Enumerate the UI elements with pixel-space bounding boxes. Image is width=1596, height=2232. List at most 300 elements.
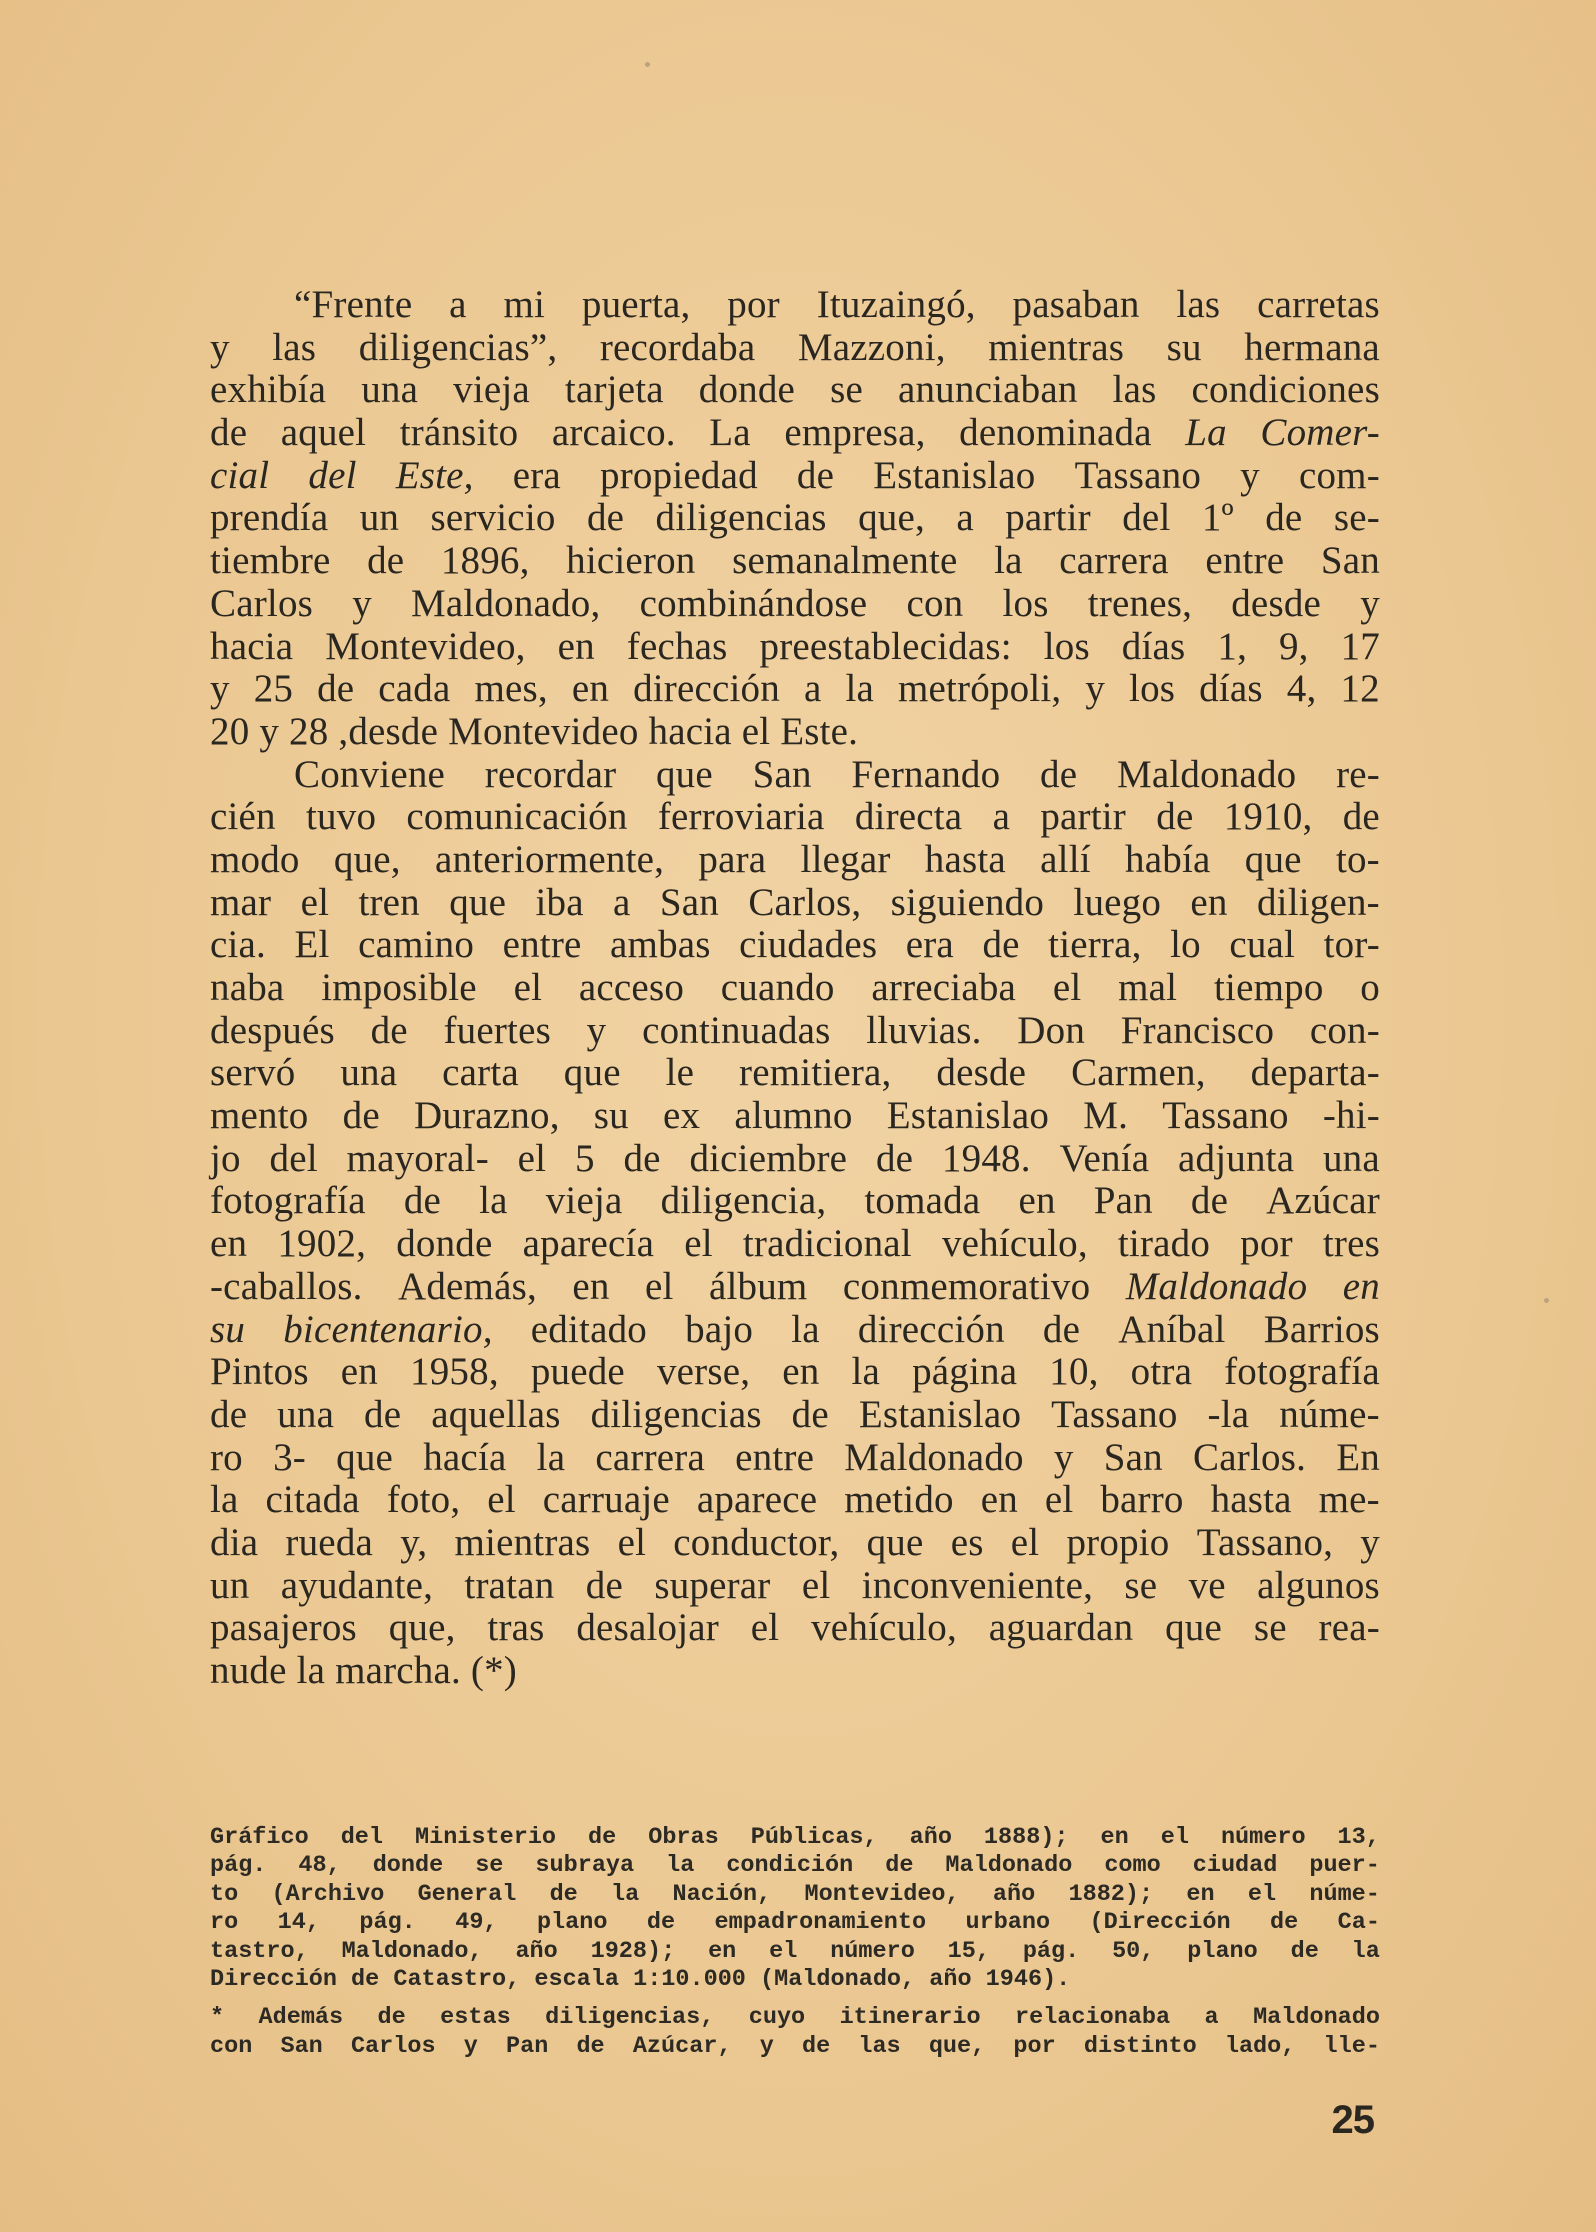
- word: de: [982, 923, 1020, 967]
- footnotes-block: [210, 1824, 1380, 2061]
- word: 1902,: [277, 1222, 367, 1266]
- footnote-separator: [210, 1994, 1380, 2004]
- word: verse,: [656, 1350, 751, 1394]
- page-number: 25: [1331, 2098, 1374, 2142]
- word: Montevideo,: [804, 1880, 960, 1908]
- word: estas: [440, 2004, 511, 2032]
- text-line: [210, 668, 1380, 711]
- word: Públicas,: [750, 1824, 878, 1851]
- word: 1958,: [410, 1350, 499, 1394]
- word: la: [296, 1649, 336, 1692]
- word: luego: [1073, 880, 1162, 924]
- word: -hi-: [1322, 1094, 1380, 1138]
- paper-speck: [1544, 1298, 1549, 1303]
- word: mi: [503, 283, 546, 326]
- word: metido: [844, 1478, 954, 1522]
- word: to-: [1335, 837, 1380, 881]
- word: de: [1190, 1179, 1229, 1223]
- word: carrera: [1059, 539, 1169, 583]
- footnote-line: [210, 2033, 1380, 2061]
- word: vieja: [545, 1179, 623, 1223]
- word: condiciones: [1191, 368, 1380, 412]
- word: ferroviaria: [657, 795, 825, 839]
- text-line: [210, 1607, 1380, 1650]
- word: partir: [1005, 496, 1091, 540]
- word: 1888);: [983, 1824, 1069, 1851]
- word: Azúcar: [1266, 1179, 1380, 1223]
- word: Maldonado: [1125, 1264, 1308, 1308]
- word: Barrios: [1263, 1307, 1380, 1351]
- word: dia: [210, 1520, 259, 1564]
- word: de: [1342, 795, 1380, 839]
- word: diligencias”,: [358, 325, 558, 369]
- word: donde: [372, 1852, 444, 1880]
- word: ro: [210, 1435, 243, 1479]
- word: M.: [1083, 1094, 1129, 1138]
- word: ex: [663, 1094, 701, 1138]
- word: donde: [396, 1222, 493, 1266]
- word: carta: [442, 1051, 519, 1095]
- word: es: [950, 1520, 984, 1564]
- word: 1:10.000: [633, 1965, 761, 1993]
- word: de: [1265, 496, 1303, 540]
- text-line: [210, 583, 1380, 626]
- word: Además: [258, 2004, 344, 2032]
- word: cual: [1229, 923, 1296, 967]
- word: 10,: [1049, 1350, 1099, 1394]
- word: que,: [858, 496, 925, 540]
- word: año: [909, 1824, 952, 1851]
- word: pág.: [1022, 1937, 1080, 1965]
- word: el: [300, 880, 330, 924]
- word: algunos: [1257, 1563, 1380, 1607]
- word: Ca-: [1337, 1909, 1380, 1937]
- word: las: [272, 325, 317, 369]
- word: que: [1244, 837, 1302, 881]
- word: 12: [1340, 667, 1380, 711]
- word: San: [1103, 1435, 1163, 1479]
- word: Tassano: [1051, 1392, 1178, 1436]
- text-line: [210, 1010, 1380, 1053]
- word: semanalmente: [732, 539, 958, 583]
- word: ciudades: [739, 923, 878, 967]
- word: el: [684, 1222, 713, 1266]
- word: de: [801, 2032, 831, 2060]
- word: Este,: [395, 453, 474, 497]
- text-line: [210, 967, 1380, 1010]
- word: Montevideo: [448, 709, 649, 753]
- text-line: [210, 1052, 1380, 1095]
- footnote-line: [210, 1938, 1380, 1966]
- word: 1882);: [1068, 1880, 1154, 1908]
- word: aquel: [280, 411, 367, 455]
- word: acceso: [578, 966, 685, 1009]
- word: en: [980, 1478, 1018, 1522]
- word: la: [845, 667, 874, 711]
- word: la: [994, 539, 1023, 583]
- text-line: [210, 754, 1380, 797]
- word: Durazno,: [414, 1094, 560, 1138]
- word: carretas: [1257, 283, 1380, 326]
- word: Este.: [780, 709, 859, 753]
- word: imposible: [321, 966, 477, 1009]
- word: y: [1085, 667, 1106, 711]
- word: de: [623, 1136, 661, 1180]
- word: hacía: [423, 1435, 507, 1479]
- word: Tassano: [1074, 453, 1202, 497]
- word: pasajeros: [210, 1606, 357, 1650]
- word: de: [796, 453, 835, 497]
- word: Maldonado: [1116, 752, 1297, 796]
- word: desalojar: [576, 1606, 719, 1650]
- word: con-: [1309, 1008, 1380, 1052]
- word: su: [1166, 325, 1202, 369]
- word: en: [1018, 1179, 1056, 1223]
- word: en: [1190, 880, 1228, 924]
- word: por: [727, 283, 780, 326]
- word: número: [1220, 1824, 1306, 1851]
- text-line: [210, 796, 1380, 839]
- word: diciembre: [689, 1136, 848, 1180]
- text-line: [210, 711, 1380, 754]
- word: 3-: [273, 1435, 306, 1479]
- text-line: [210, 1095, 1380, 1138]
- word: vehículo,: [941, 1222, 1088, 1266]
- word: entre: [735, 1435, 815, 1479]
- text-line: [210, 1522, 1380, 1565]
- word: tras: [487, 1606, 545, 1650]
- word: un: [359, 496, 400, 540]
- word: de: [351, 1965, 394, 1993]
- word: 1910,: [1223, 795, 1313, 839]
- word: a: [992, 795, 1011, 839]
- word: entre: [502, 923, 582, 967]
- word: en: [708, 1937, 737, 1965]
- word: pág.: [359, 1909, 416, 1937]
- word: nude: [210, 1649, 297, 1692]
- word: fotografía: [1224, 1350, 1380, 1394]
- word: jo: [210, 1136, 241, 1180]
- word: aquellas: [431, 1392, 561, 1436]
- word: días: [1121, 624, 1186, 668]
- word: -caballos.: [210, 1264, 363, 1308]
- word: vieja: [453, 368, 530, 412]
- word: en: [1342, 1264, 1380, 1308]
- word: de: [588, 1824, 617, 1851]
- word: a: [803, 667, 822, 711]
- word: lluvias.: [866, 1008, 982, 1052]
- word: lle-: [1323, 2032, 1380, 2060]
- word: un: [210, 1563, 250, 1607]
- text-line: [210, 327, 1380, 370]
- word: naba: [210, 966, 285, 1009]
- text-line: [210, 1180, 1380, 1223]
- word: distinto: [1083, 2032, 1197, 2060]
- word: era: [512, 453, 561, 497]
- word: plano: [536, 1909, 608, 1937]
- word: en: [210, 1222, 248, 1266]
- word: álbum: [708, 1264, 808, 1308]
- text-line: [210, 1351, 1380, 1394]
- word: cial: [210, 453, 270, 497]
- word: desde: [936, 1051, 1027, 1095]
- word: to: [210, 1880, 239, 1908]
- word: que,: [333, 837, 401, 881]
- word: Ministerio: [415, 1824, 557, 1851]
- word: puede: [530, 1350, 625, 1394]
- word: la: [536, 1435, 566, 1479]
- word: diligencias: [655, 496, 827, 540]
- word: del: [269, 1136, 318, 1180]
- word: 15,: [947, 1937, 990, 1965]
- word: los: [1043, 624, 1090, 668]
- word: tiembre: [210, 539, 331, 583]
- word: Maldonado: [844, 1435, 1024, 1479]
- word: el: [487, 1478, 516, 1522]
- text-line: [210, 540, 1380, 583]
- word: carrera: [595, 1435, 705, 1479]
- footnote-line: [210, 1966, 1380, 1994]
- text-line: [210, 1437, 1380, 1480]
- text-line: [210, 1138, 1380, 1181]
- word: puer-: [1309, 1852, 1380, 1880]
- word: Carmen,: [1071, 1051, 1206, 1095]
- word: San: [659, 880, 719, 924]
- word: hasta: [924, 837, 1006, 881]
- word: tuvo: [306, 795, 377, 839]
- word: Maldonado: [945, 1852, 1073, 1880]
- word: en: [1100, 1824, 1129, 1851]
- word: siguiendo: [890, 880, 1045, 924]
- word: barro: [1100, 1478, 1184, 1522]
- word: y: [586, 1008, 607, 1052]
- word: 28: [289, 709, 339, 753]
- word: el: [801, 1563, 831, 1607]
- word: mento: [210, 1094, 309, 1138]
- word: y: [352, 581, 372, 625]
- word: de: [210, 411, 248, 455]
- word: inconveniente,: [861, 1563, 1094, 1607]
- word: Tassano: [1162, 1094, 1289, 1138]
- word: cia.: [210, 923, 267, 967]
- word: 1º: [1201, 496, 1234, 540]
- footnote-line: [210, 1881, 1380, 1909]
- word: 1928);: [590, 1937, 676, 1965]
- word: de: [342, 1094, 380, 1138]
- text-line: [210, 924, 1380, 967]
- word: cuando: [720, 966, 835, 1009]
- word: en: [340, 1350, 378, 1394]
- word: me-: [1318, 1478, 1380, 1522]
- word: por: [1240, 1222, 1293, 1266]
- word: su: [210, 1307, 246, 1351]
- word: metrópoli,: [897, 667, 1062, 711]
- word: San: [752, 752, 812, 796]
- word: Obras: [648, 1824, 719, 1851]
- text-line: [210, 882, 1380, 925]
- word: el: [517, 1136, 547, 1180]
- text-line: [210, 284, 1380, 327]
- word: Además,: [397, 1264, 537, 1308]
- word: y: [759, 2032, 774, 2060]
- word: Carlos: [350, 2032, 436, 2060]
- word: Estanislao: [873, 453, 1036, 497]
- word: que,: [928, 2032, 986, 2060]
- text-line: [210, 1394, 1380, 1437]
- word: de: [317, 667, 355, 711]
- word: de: [403, 1179, 442, 1223]
- word: días: [1199, 667, 1263, 711]
- word: que: [866, 1520, 924, 1564]
- word: Pan: [1093, 1179, 1153, 1223]
- word: tomada: [864, 1179, 981, 1223]
- word: 17: [1340, 624, 1380, 668]
- word: tren: [358, 880, 420, 924]
- word: los: [1129, 667, 1176, 711]
- word: pasaban: [1012, 283, 1140, 326]
- word: que: [655, 752, 713, 796]
- word: cuyo: [748, 2004, 806, 2032]
- word: se: [830, 368, 863, 412]
- word: en: [571, 667, 610, 711]
- word: de: [1040, 752, 1078, 796]
- footnote-line: [210, 1824, 1380, 1852]
- word: tor-: [1323, 923, 1380, 967]
- word: tránsito: [399, 411, 519, 455]
- word: con: [906, 581, 964, 625]
- footnote-line: [210, 1852, 1380, 1880]
- word: después: [210, 1008, 335, 1052]
- word: 49,: [455, 1909, 498, 1937]
- word: y: [1360, 581, 1380, 625]
- word: Dirección: [210, 1965, 352, 1993]
- word: hacia: [648, 709, 742, 753]
- word: camino: [358, 923, 475, 967]
- word: Catastro,: [393, 1965, 535, 1993]
- word: 4,: [1286, 667, 1317, 711]
- word: tratan: [464, 1563, 555, 1607]
- word: bicentenario,: [283, 1307, 493, 1351]
- word: por: [1013, 2032, 1056, 2060]
- word: diligencias: [590, 1392, 762, 1436]
- text-line: [210, 497, 1380, 540]
- word: anunciaban: [897, 368, 1078, 412]
- word: Maldonado,: [341, 1937, 483, 1965]
- word: la: [210, 1478, 239, 1522]
- word: de: [1290, 1937, 1319, 1965]
- word: su: [593, 1094, 629, 1138]
- word: y: [210, 667, 230, 711]
- word: del: [308, 453, 357, 497]
- word: diligen-: [1256, 880, 1380, 924]
- word: 1896,: [440, 539, 530, 583]
- word: y: [210, 325, 230, 369]
- word: las: [858, 2032, 901, 2060]
- word: se: [1253, 1606, 1287, 1650]
- word: citada: [265, 1478, 360, 1522]
- word: como: [1104, 1852, 1161, 1880]
- footnote-line: [210, 2004, 1380, 2032]
- word: el: [513, 966, 543, 1009]
- word: aguardan: [988, 1606, 1134, 1650]
- text-line: [210, 1266, 1380, 1309]
- word: que,: [388, 1606, 456, 1650]
- word: hasta: [1210, 1478, 1292, 1522]
- word: tiempo: [1214, 966, 1324, 1009]
- word: rea-: [1318, 1606, 1380, 1650]
- word: servicio: [430, 496, 556, 540]
- word: subraya: [535, 1852, 635, 1880]
- word: llegar: [800, 837, 891, 881]
- word: arcaico.: [551, 411, 676, 455]
- word: o: [1360, 966, 1380, 1009]
- word: 9,: [1278, 624, 1309, 668]
- text-line: [210, 626, 1380, 669]
- word: departa-: [1250, 1051, 1380, 1095]
- word: dirección: [857, 1307, 1005, 1351]
- word: en: [572, 1264, 610, 1308]
- word: conductor,: [673, 1520, 840, 1564]
- word: de: [586, 496, 625, 540]
- word: Conviene: [294, 752, 446, 796]
- word: y: [1240, 453, 1260, 497]
- word: arreciaba: [871, 966, 1017, 1009]
- text-line: [210, 1309, 1380, 1352]
- word: 50,: [1112, 1937, 1155, 1965]
- word: del: [340, 1824, 384, 1851]
- word: Gráfico: [210, 1824, 309, 1851]
- word: 13,: [1337, 1824, 1380, 1851]
- word: año: [929, 1965, 986, 1993]
- word: desde: [1231, 581, 1322, 625]
- word: En: [1336, 1435, 1380, 1479]
- word: Fernando: [851, 752, 1001, 796]
- text-line: [210, 839, 1380, 882]
- word: y: [259, 709, 290, 753]
- word: el: [741, 709, 781, 753]
- word: de: [875, 1136, 914, 1180]
- word: los: [1002, 581, 1049, 625]
- word: Tassano,: [1196, 1520, 1334, 1564]
- word: tarjeta: [564, 368, 664, 412]
- word: cién: [210, 795, 276, 839]
- word: mal: [1118, 966, 1178, 1009]
- word: había: [1125, 837, 1211, 881]
- word: (*): [470, 1649, 517, 1692]
- word: ro: [210, 1909, 239, 1937]
- word: Carlos: [210, 581, 314, 625]
- word: San: [1320, 539, 1380, 583]
- word: se: [475, 1852, 504, 1880]
- word: el: [1052, 966, 1082, 1009]
- word: la: [611, 1880, 640, 1908]
- word: para: [698, 837, 767, 881]
- word: Ituzaingó,: [816, 283, 976, 326]
- text-line: [210, 1223, 1380, 1266]
- word: se: [1124, 1563, 1158, 1607]
- word: mes,: [474, 667, 548, 711]
- word: servó: [210, 1051, 296, 1095]
- word: de: [210, 1392, 248, 1436]
- word: re-: [1336, 752, 1380, 796]
- word: el: [645, 1264, 674, 1308]
- word: preestablecidas:: [759, 624, 1012, 668]
- word: -la: [1207, 1392, 1250, 1436]
- word: 1948.: [941, 1136, 1031, 1180]
- word: una: [277, 1392, 335, 1436]
- word: lado,: [1224, 2032, 1296, 2060]
- word: entre: [1205, 539, 1285, 583]
